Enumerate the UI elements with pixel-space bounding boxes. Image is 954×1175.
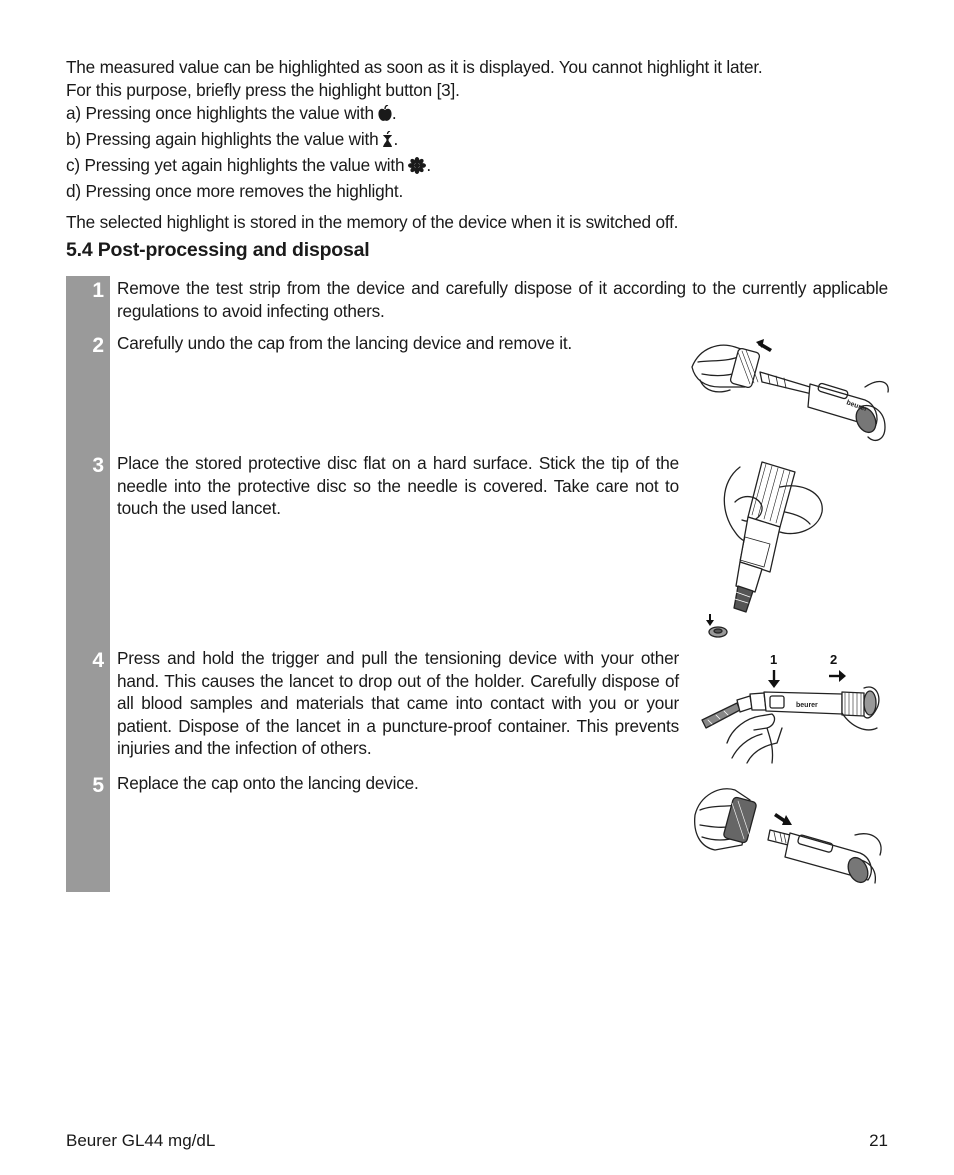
step-number: 2 [92,334,104,357]
section-title: 5.4 Post-processing and disposal [66,239,370,261]
apple-core-icon [382,131,393,154]
page-number: 21 [869,1131,888,1150]
remove-cap-illustration [690,332,890,447]
intro-line-2: For this purpose, briefly press the highlight button [3]. [66,80,460,100]
asterisk-flower-icon [408,157,426,180]
step-text: Carefully undo the cap from the lancing device and remove it. [117,333,572,353]
step-text: Replace the cap onto the lancing device. [117,773,419,793]
brand-label: beurer [845,399,869,414]
intro-stored-note: The selected highlight is stored in the memory of the device when it is switched off. [66,212,679,232]
intro-line-1: The measured value can be highlighted as soon as it is displayed. You cannot highlight it later. [66,57,763,77]
protective-disc-illustration [700,452,830,642]
apple-icon [378,105,392,128]
option-c: c) Pressing yet again highlights the value with . [66,154,888,180]
steps-sidebar [66,276,110,892]
step-text: Place the stored protective disc flat on a hard surface. Stick the tip of the needle into the protective disc so the needle is covered. Take care not to touch the used lancet. [117,453,679,518]
step-number: 3 [92,454,104,477]
step-number: 5 [92,774,104,797]
step-text: Remove the test strip from the device and carefully dispose of it according to the currently applicable regulations to avoid infecting others. [117,278,888,321]
step-text: Press and hold the trigger and pull the tensioning device with your other hand. This causes the lancet to drop out of the holder. Carefully dispose of all blood samples and materials that came into contact with you or your patient. Dispose of the lancet in a puncture-proof container. This prevents injuries and the infection of others. [117,648,679,758]
eject-lancet-illustration [692,648,882,768]
option-a: a) Pressing once highlights the value with . [66,102,888,128]
step-label-1: 1 [770,652,778,667]
step-number: 4 [92,649,104,672]
step-number: 1 [92,279,104,302]
replace-cap-illustration [690,775,885,895]
step-label-2: 2 [830,652,838,667]
option-b: b) Pressing again highlights the value with . [66,128,888,154]
footer-product: Beurer GL44 mg/dL [66,1131,216,1150]
brand-label: beurer [796,702,818,709]
intro-text [66,56,888,234]
option-d: d) Pressing once more removes the highlight. [66,181,404,201]
